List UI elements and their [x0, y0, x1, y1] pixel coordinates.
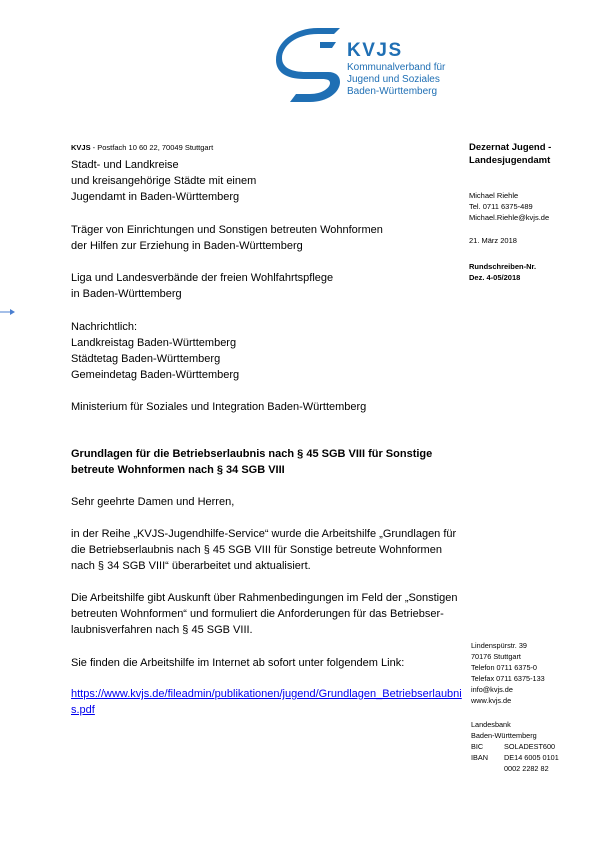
fold-mark-arrow-icon: [0, 308, 16, 316]
department-heading: [469, 141, 551, 167]
contact-block: [469, 190, 549, 223]
recipient-line: Träger von Einrichtungen und Sonstigen betreuten Wohnformen: [71, 224, 383, 236]
recipient-line: Ministerium für Soziales und Integration Baden-Württemberg: [71, 401, 367, 413]
logo-subtitle: [347, 62, 445, 98]
document-link[interactable]: https://www.kvjs.de/fileadmin/publikationen/jugend/Grundlagen_Betriebserlaubnis.pdf: [71, 688, 462, 716]
body-paragraph: Die Arbeitshilfe gibt Auskunft über Rahmenbedingungen im Feld der „Sonstigen betreuten Wohnformen“ und formuliert die Anforderungen für das Betriebser-laubnisverfahren nach § 45 SGB VIII.: [71, 592, 458, 636]
department-line: Dezernat Jugend -: [469, 142, 552, 153]
contact-email: Michael.Riehle@kvjs.de: [469, 213, 550, 222]
contact-phone: Tel. 0711 6375-489: [469, 202, 533, 211]
recipient-line: Stadt- und Landkreise: [71, 159, 179, 171]
iban-value-cont: 0002 2282 82: [504, 764, 549, 773]
logo-title: KVJS: [347, 40, 403, 61]
logo-text: [347, 40, 445, 98]
bic-label: BIC: [471, 742, 484, 751]
office-address: [471, 640, 545, 706]
department-line: Landesjugendamt: [469, 155, 551, 166]
recipient-line: Gemeindetag Baden-Württemberg: [71, 369, 240, 381]
circular-value: Dez. 4-05/2018: [469, 273, 521, 282]
iban-row-cont: [471, 763, 559, 774]
letter-date: 21. März 2018: [469, 236, 517, 245]
body-paragraph: Sie finden die Arbeitshilfe im Internet ab sofort unter folgendem Link:: [71, 657, 405, 669]
recipient-line: Städtetag Baden-Württemberg: [71, 353, 221, 365]
bank-name: Landesbank: [471, 720, 511, 729]
recipient-line: Jugendamt in Baden-Württemberg: [71, 191, 240, 203]
recipient-block: [71, 157, 256, 205]
address-line: info@kvjs.de: [471, 685, 513, 694]
iban-label: IBAN: [471, 753, 489, 762]
body-paragraph: in der Reihe „KVJS-Jugendhilfe-Service“ wurde die Arbeitshilfe „Grundlagen für die Betriebserlaubnis nach § 45 SGB VIII für Sonstige betreute Wohnformen nach § 34 SGB VIII“ überarbeitet und aktualisiert.: [71, 528, 457, 572]
bank-name: Baden-Württemberg: [471, 731, 537, 740]
recipient-line: in Baden-Württemberg: [71, 288, 182, 300]
recipient-block: [71, 399, 366, 415]
address-line: Telefon 0711 6375-0: [471, 663, 537, 672]
recipient-line: der Hilfen zur Erziehung in Baden-Württemberg: [71, 240, 303, 252]
iban-value: DE14 6005 0101: [504, 753, 559, 762]
logo-subtitle-line: Baden-Württemberg: [347, 86, 438, 97]
contact-name: Michael Riehle: [469, 191, 519, 200]
sender-line: [71, 143, 213, 152]
recipient-line: und kreisangehörige Städte mit einem: [71, 175, 257, 187]
address-line: www.kvjs.de: [471, 696, 512, 705]
bank-details: [471, 719, 559, 774]
logo-subtitle-line: Kommunalverband für: [347, 62, 446, 73]
sender-address: - Postfach 10 60 22, 70049 Stuttgart: [90, 143, 214, 152]
bic-row: [471, 741, 559, 752]
recipient-line: Landkreistag Baden-Württemberg: [71, 337, 237, 349]
circular-label: Rundschreiben-Nr.: [469, 262, 537, 271]
address-line: 70176 Stuttgart: [471, 652, 521, 661]
recipient-block: [71, 319, 239, 383]
iban-row: [471, 752, 559, 763]
address-line: Lindenspürstr. 39: [471, 641, 527, 650]
greeting: Sehr geehrte Damen und Herren,: [71, 496, 235, 508]
letter-subject: Grundlagen für die Betriebserlaubnis nach § 45 SGB VIII für Sonstige betreute Wohnformen nach § 34 SGB VIII: [71, 448, 433, 476]
recipient-line: Nachrichtlich:: [71, 321, 138, 333]
bic-value: SOLADEST600: [504, 742, 556, 751]
recipient-block: [71, 270, 333, 302]
recipient-block: [71, 222, 383, 254]
sender-org: KVJS: [71, 143, 91, 152]
address-line: Telefax 0711 6375-133: [471, 674, 545, 683]
logo-subtitle-line: Jugend und Soziales: [347, 74, 440, 85]
recipient-line: Liga und Landesverbände der freien Wohlfahrtspflege: [71, 272, 334, 284]
circular-number: [469, 261, 536, 283]
